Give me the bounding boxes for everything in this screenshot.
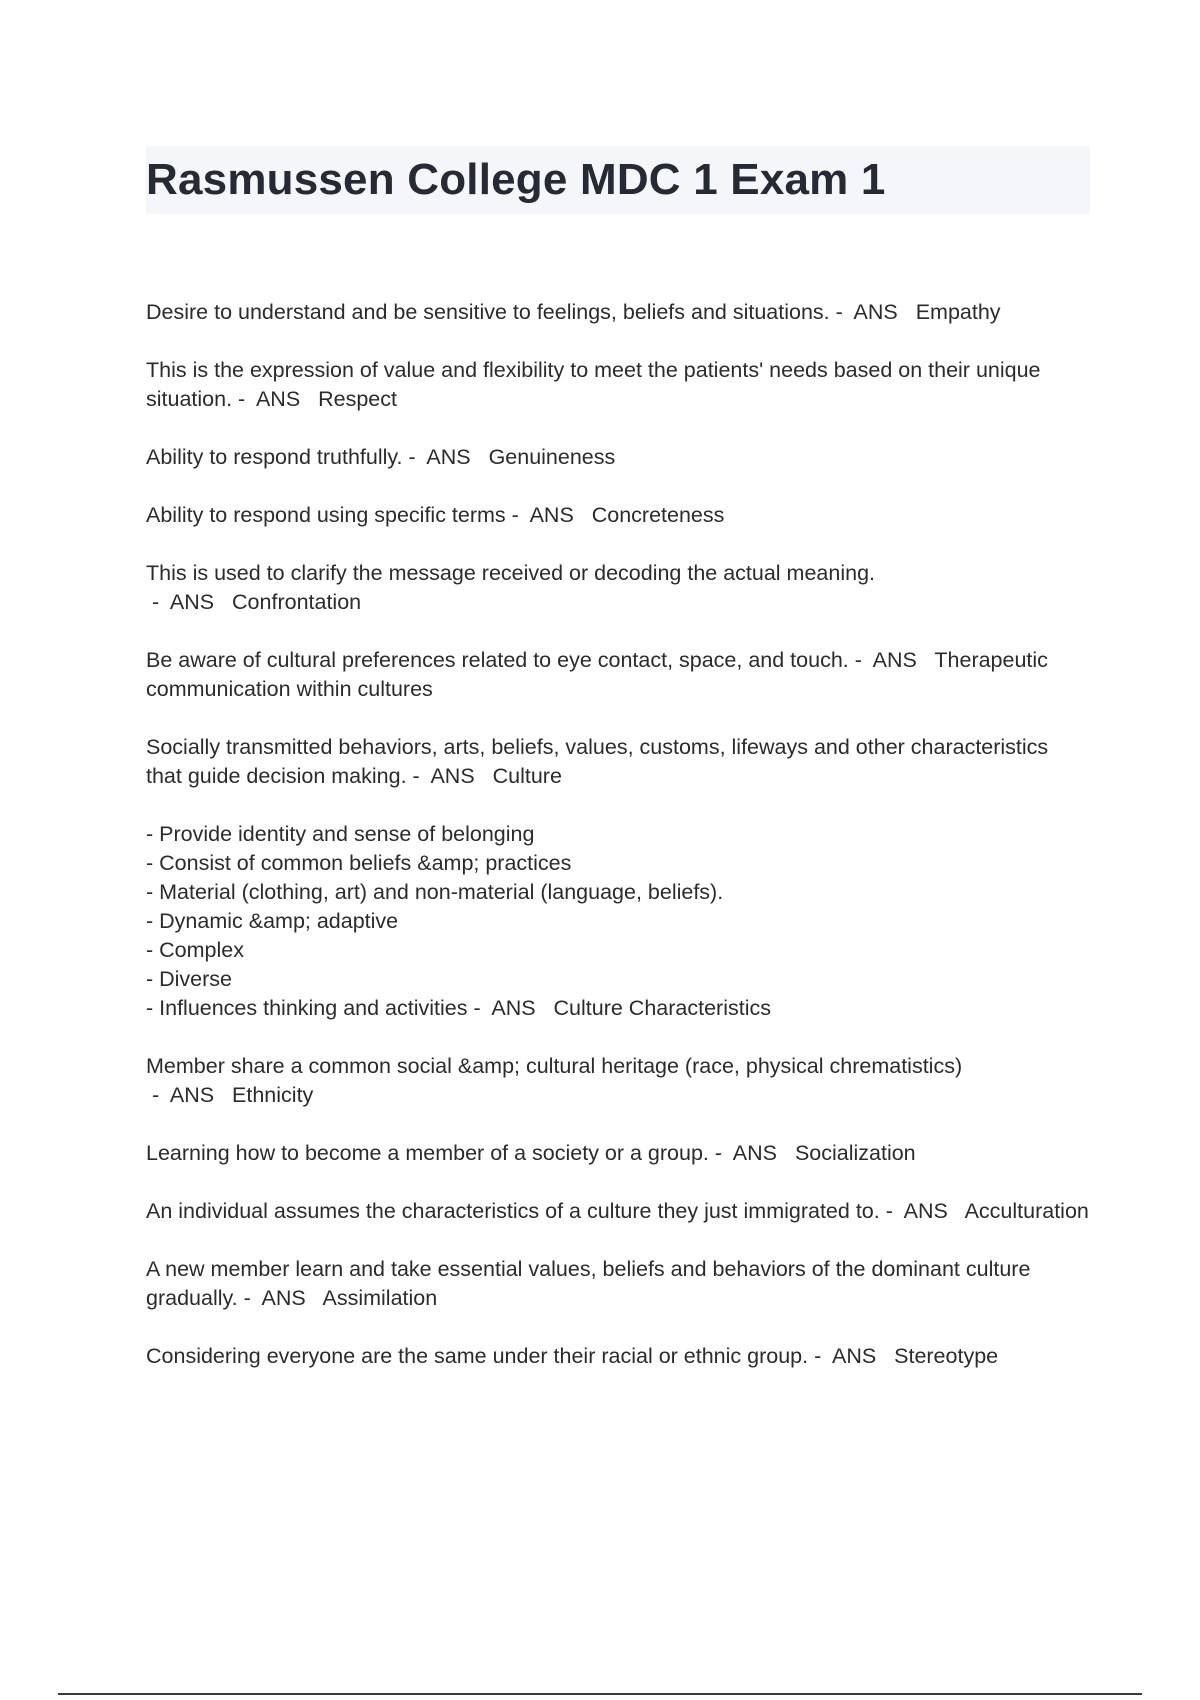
qa-entry xyxy=(146,1197,1090,1226)
list-item: - Material (clothing, art) and non-material (language, beliefs). xyxy=(146,880,724,904)
question-text: Desire to understand and be sensitive to feelings, beliefs and situations. xyxy=(146,300,830,324)
question-text: This is used to clarify the message received or decoding the actual meaning. xyxy=(146,561,876,585)
answer-text: Concreteness xyxy=(591,503,725,527)
ans-separator: - ANS xyxy=(232,387,319,411)
answer-text: Culture xyxy=(492,764,562,788)
question-text: A new member learn and take essential values, beliefs and behaviors of the dominant culture gradually. xyxy=(146,1257,1031,1310)
qa-entry-list xyxy=(146,820,1090,1023)
question-text: Socially transmitted behaviors, arts, beliefs, values, customs, lifeways and other characteristics that guide decision making. xyxy=(146,735,1049,788)
qa-entry xyxy=(146,1342,1090,1371)
ans-separator: - ANS xyxy=(879,1199,965,1223)
list-item-last xyxy=(146,994,1090,1023)
ans-separator: - ANS xyxy=(829,300,916,324)
ans-separator: - ANS xyxy=(467,996,554,1020)
qa-entry xyxy=(146,1139,1090,1168)
question-text: Ability to respond using specific terms xyxy=(146,503,506,527)
ans-separator: - ANS xyxy=(848,648,935,672)
ans-separator: - ANS xyxy=(505,503,592,527)
ans-separator: - ANS xyxy=(708,1141,795,1165)
ans-separator: - ANS xyxy=(402,445,489,469)
answer-text: Socialization xyxy=(794,1141,916,1165)
answer-text: Ethnicity xyxy=(232,1083,314,1107)
question-text: This is the expression of value and flexibility to meet the patients' needs based on their unique situation. xyxy=(146,358,1041,411)
list-item: - Dynamic &amp; adaptive xyxy=(146,909,399,933)
list-item: - Complex xyxy=(146,938,244,962)
question-text: Be aware of cultural preferences related to eye contact, space, and touch. xyxy=(146,648,849,672)
qa-entry xyxy=(146,501,1090,530)
qa-entry xyxy=(146,356,1090,414)
footer-divider xyxy=(58,1693,1142,1695)
answer-text: Acculturation xyxy=(964,1199,1089,1223)
ans-separator: - ANS xyxy=(406,764,493,788)
question-text: Ability to respond truthfully. xyxy=(146,445,403,469)
ans-separator: - ANS xyxy=(808,1344,895,1368)
answer-text: Assimilation xyxy=(322,1286,438,1310)
qa-entry xyxy=(146,733,1090,791)
qa-entry xyxy=(146,559,1090,617)
answer-text: Culture Characteristics xyxy=(553,996,771,1020)
answer-text: Respect xyxy=(318,387,397,411)
list-item: - Diverse xyxy=(146,967,233,991)
qa-entry xyxy=(146,1052,1090,1110)
answer-text: Empathy xyxy=(915,300,1001,324)
qa-entry xyxy=(146,646,1090,704)
answer-text: Confrontation xyxy=(232,590,362,614)
question-text: - Influences thinking and activities xyxy=(146,996,468,1020)
flashcard-list xyxy=(146,298,1090,1400)
list-item: - Consist of common beliefs &amp; practices xyxy=(146,851,572,875)
list-item: - Provide identity and sense of belonging xyxy=(146,822,535,846)
answer-text: Stereotype xyxy=(894,1344,999,1368)
question-text: An individual assumes the characteristics of a culture they just immigrated to. xyxy=(146,1199,880,1223)
ans-separator: - ANS xyxy=(146,1083,233,1107)
ans-separator: - ANS xyxy=(146,590,233,614)
question-text: Considering everyone are the same under their racial or ethnic group. xyxy=(146,1344,809,1368)
qa-entry xyxy=(146,1255,1090,1313)
title-banner xyxy=(146,146,1090,214)
answer-text: Genuineness xyxy=(488,445,616,469)
page-title: Rasmussen College MDC 1 Exam 1 xyxy=(146,155,886,204)
question-text: Learning how to become a member of a society or a group. xyxy=(146,1141,709,1165)
ans-separator: - ANS xyxy=(237,1286,323,1310)
qa-entry xyxy=(146,298,1090,327)
question-text: Member share a common social &amp; cultural heritage (race, physical chrematistics) xyxy=(146,1054,963,1078)
qa-entry xyxy=(146,443,1090,472)
characteristics-list xyxy=(146,820,1090,1023)
answer-text: Therapeutic communication within cultures xyxy=(146,648,1048,701)
